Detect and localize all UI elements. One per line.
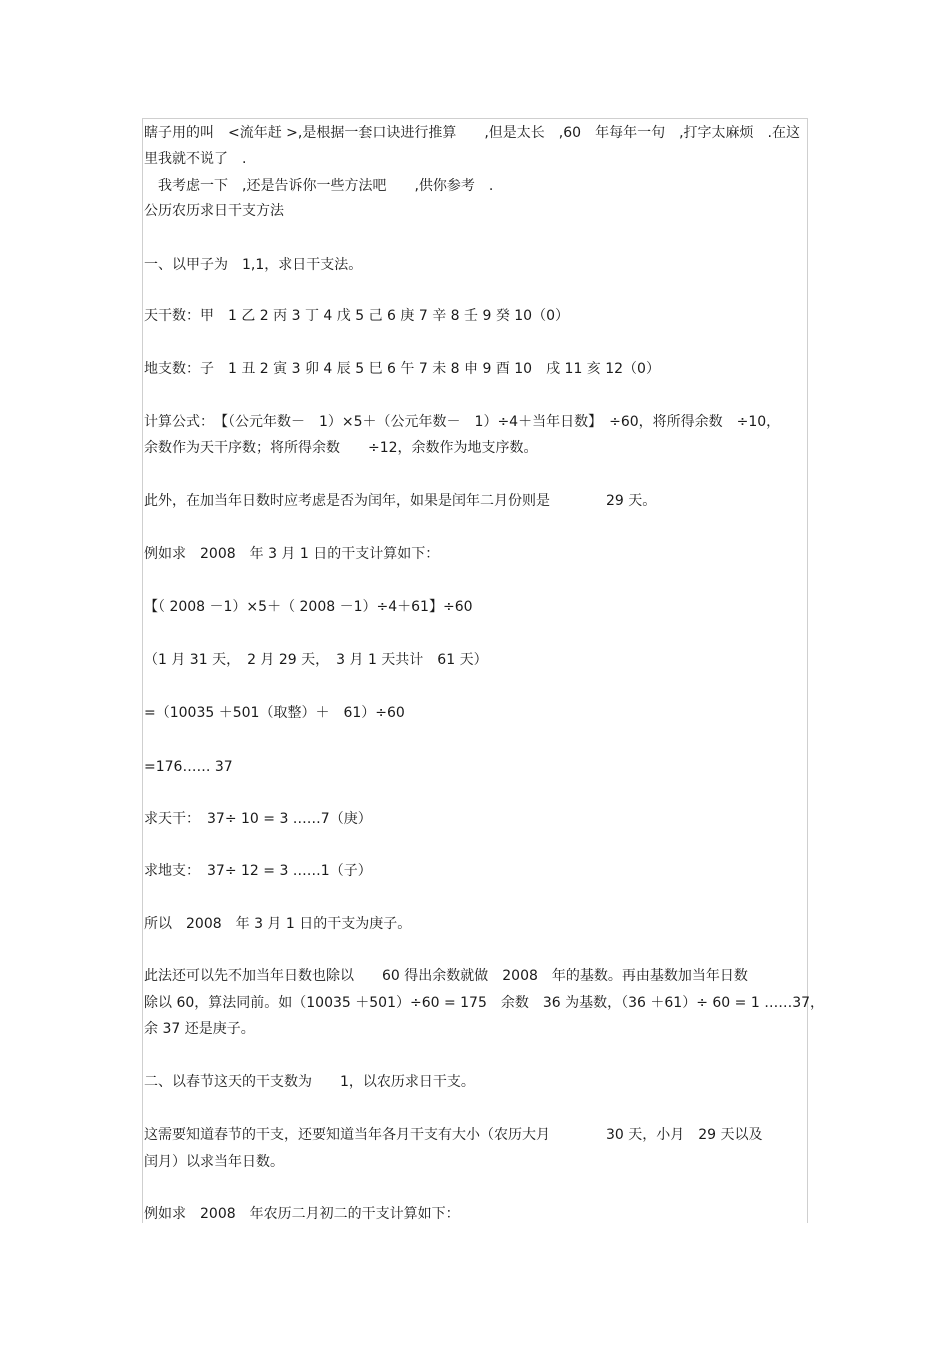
- text-line: 天干数：甲 1 乙 2 丙 3 丁 4 戊 5 己 6 庚 7 辛 8 壬 9 癸 10（0）: [144, 308, 569, 324]
- section-heading: 二、以春节这天的干支数为 1，以农历求日干支。: [144, 1074, 475, 1090]
- text-line: 我考虑一下 ,还是告诉你一些方法吧 ,供你参考 .: [144, 178, 494, 194]
- text-line: 求天干： 37÷ 10 = 3 ……7（庚）: [144, 811, 372, 827]
- section-title: 公历农历求日干支方法: [144, 203, 284, 219]
- formula-line: 【（ 2008 －1）×5＋（ 2008 －1）÷4＋61】÷60: [144, 599, 473, 615]
- text-line: 此外，在加当年日数时应考虑是否为闰年，如果是闰年二月份则是 29 天。: [144, 493, 657, 509]
- text-line: 这需要知道春节的干支，还要知道当年各月干支有大小（农历大月 30 天，小月 29 天以及: [144, 1127, 763, 1143]
- text-line: 闰月）以求当年日数。: [144, 1154, 284, 1170]
- page-frame: [142, 118, 808, 1223]
- formula-line: =176…… 37: [144, 759, 233, 775]
- text-line: 所以 2008 年 3 月 1 日的干支为庚子。: [144, 916, 412, 932]
- text-line: 此法还可以先不加当年日数也除以 60 得出余数就做 2008 年的基数。再由基数加当年日数: [144, 968, 748, 984]
- text-line: 瞎子用的叫 <流年赶 >,是根据一套口诀进行推算 ,但是太长 ,60 年每年一句 ,打字太麻烦 .在这: [144, 125, 800, 141]
- text-line: 余数作为天干序数；将所得余数 ÷12，余数作为地支序数。: [144, 440, 538, 456]
- section-heading: 一、以甲子为 1,1，求日干支法。: [144, 257, 363, 273]
- formula-line: 计算公式： 【（公元年数－ 1）×5＋（公元年数－ 1）÷4＋当年日数】 ÷60，将所得余数 ÷10，: [144, 414, 781, 430]
- text-line: 地支数：子 1 丑 2 寅 3 卯 4 辰 5 巳 6 午 7 未 8 申 9 酉 10 戌 11 亥 12（0）: [144, 361, 660, 377]
- text-line: 余 37 还是庚子。: [144, 1021, 255, 1037]
- text-line: 例如求 2008 年 3 月 1 日的干支计算如下：: [144, 546, 440, 562]
- text-line: 里我就不说了 .: [144, 151, 247, 167]
- text-line: 求地支： 37÷ 12 = 3 ……1（子）: [144, 863, 372, 879]
- text-line: 除以 60，算法同前。如（10035 ＋501）÷60 = 175 余数 36 为基数，（36 ＋61）÷ 60 = 1 ……37，: [144, 995, 825, 1011]
- formula-line: =（10035 ＋501（取整）＋ 61）÷60: [144, 705, 405, 721]
- text-line: （1 月 31 天， 2 月 29 天， 3 月 1 天共计 61 天）: [144, 652, 488, 668]
- text-line: 例如求 2008 年农历二月初二的干支计算如下：: [144, 1206, 460, 1222]
